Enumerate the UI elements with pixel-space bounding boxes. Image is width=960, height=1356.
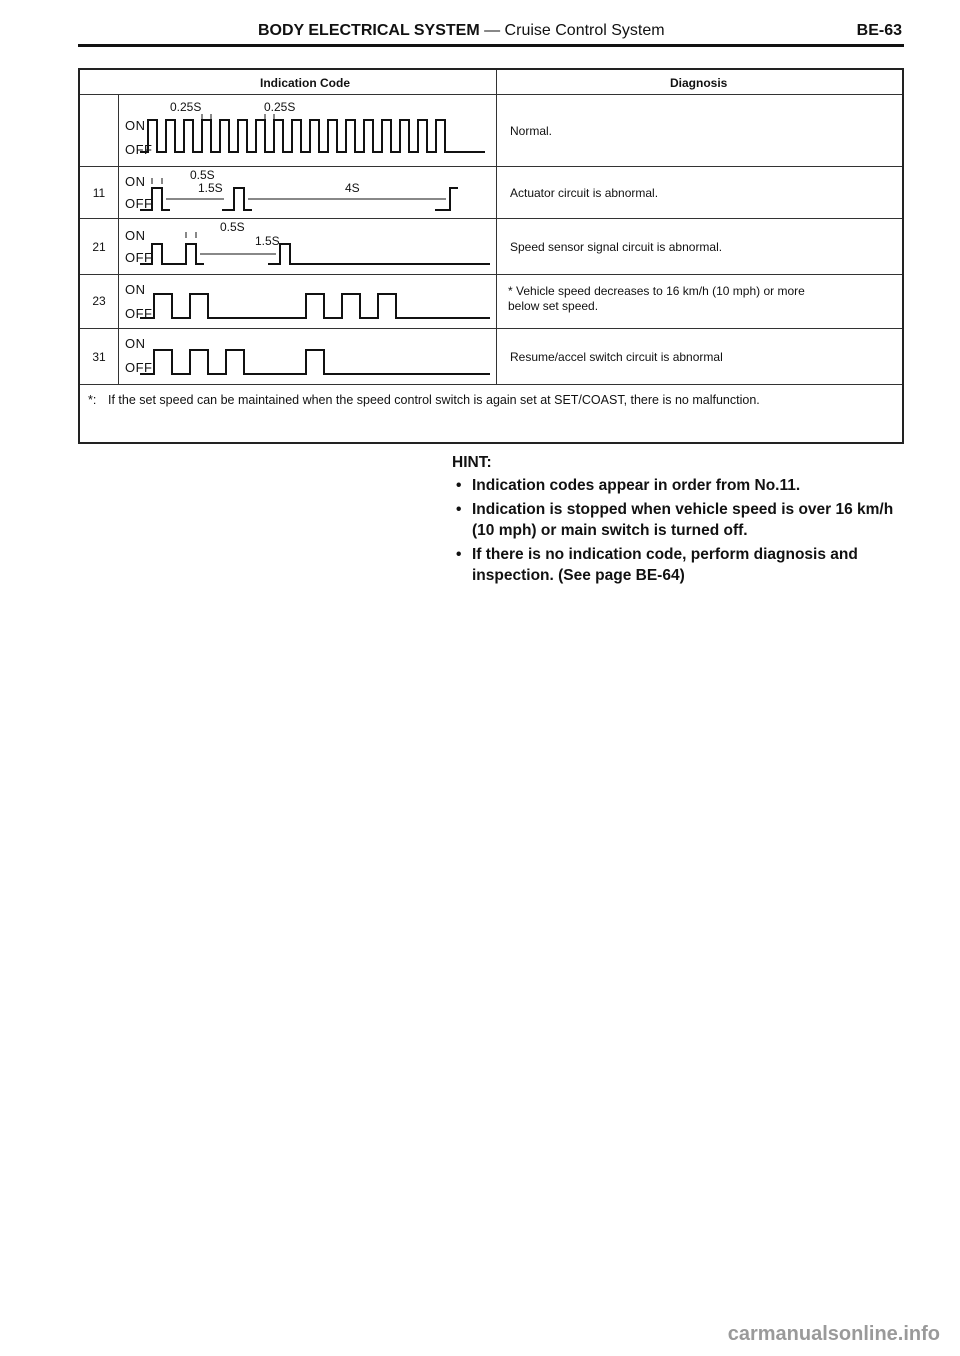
diagnosis-header: Diagnosis (670, 76, 728, 90)
signal-waveform (140, 334, 490, 380)
footnote-mark: *: (88, 393, 97, 407)
diagnosis-text: Actuator circuit is abnormal. (510, 186, 659, 200)
row-code: 23 (92, 294, 106, 308)
section-name: BODY ELECTRICAL SYSTEM (258, 22, 480, 39)
footnote-text: If the set speed can be maintained when the speed control switch is again set at SET/COAST, there is no malfunction. (108, 393, 760, 407)
on-label: ON (125, 282, 146, 297)
row-divider (80, 166, 902, 167)
hint-section (452, 452, 912, 589)
off-label: OFF (125, 142, 153, 157)
timing-label: 0.5S (220, 220, 245, 234)
on-label: ON (125, 336, 146, 351)
indication-code-table (78, 68, 904, 444)
off-label: OFF (125, 250, 153, 265)
on-label: ON (125, 118, 146, 133)
indication-code-header: Indication Code (260, 76, 350, 90)
row-divider (80, 274, 902, 275)
diagnosis-column-divider (496, 70, 497, 384)
timing-label: 0.25S (264, 100, 296, 114)
diagnosis-text: Speed sensor signal circuit is abnormal. (510, 240, 723, 254)
timing-label: 1.5S (255, 234, 280, 248)
signal-waveform (140, 278, 490, 324)
off-label: OFF (125, 360, 153, 375)
off-label: OFF (125, 306, 153, 321)
timing-label: 0.5S (190, 168, 215, 182)
code-column-divider (118, 94, 119, 384)
watermark: carmanualsonline.info (727, 1323, 940, 1345)
row-code: 21 (92, 240, 106, 254)
row-divider (80, 328, 902, 329)
on-label: ON (125, 228, 146, 243)
hint-item: • Indication codes appear in order from No.11. (452, 475, 912, 496)
hint-title: HINT: (452, 454, 492, 471)
on-label: ON (125, 174, 146, 189)
row-divider (80, 218, 902, 219)
row-code: 31 (92, 350, 106, 364)
section-title (258, 22, 665, 40)
header-row-divider (80, 94, 902, 95)
diagnosis-text: Normal. (510, 124, 553, 138)
signal-waveform (140, 170, 490, 216)
diagnosis-text: * Vehicle speed decreases to 16 km/h (10 mph) or more below set speed. (508, 284, 805, 313)
page-header (78, 22, 904, 47)
signal-waveform (140, 112, 490, 158)
footnote-divider (80, 384, 902, 385)
page-number: BE-63 (856, 22, 902, 39)
diagnosis-text: Resume/accel switch circuit is abnormal (510, 350, 723, 364)
hint-item: • Indication is stopped when vehicle speed is over 16 km/h (10 mph) or main switch is turned off. (452, 499, 912, 541)
timing-label: 1.5S (198, 181, 223, 195)
signal-waveform (140, 224, 490, 270)
off-label: OFF (125, 196, 153, 211)
timing-label: 0.25S (170, 100, 202, 114)
hint-item: • If there is no indication code, perform diagnosis and inspection. (See page BE-64) (452, 544, 912, 586)
timing-label: 4S (345, 181, 360, 195)
section-subtitle: — Cruise Control System (484, 22, 665, 39)
row-code: 11 (92, 186, 106, 200)
